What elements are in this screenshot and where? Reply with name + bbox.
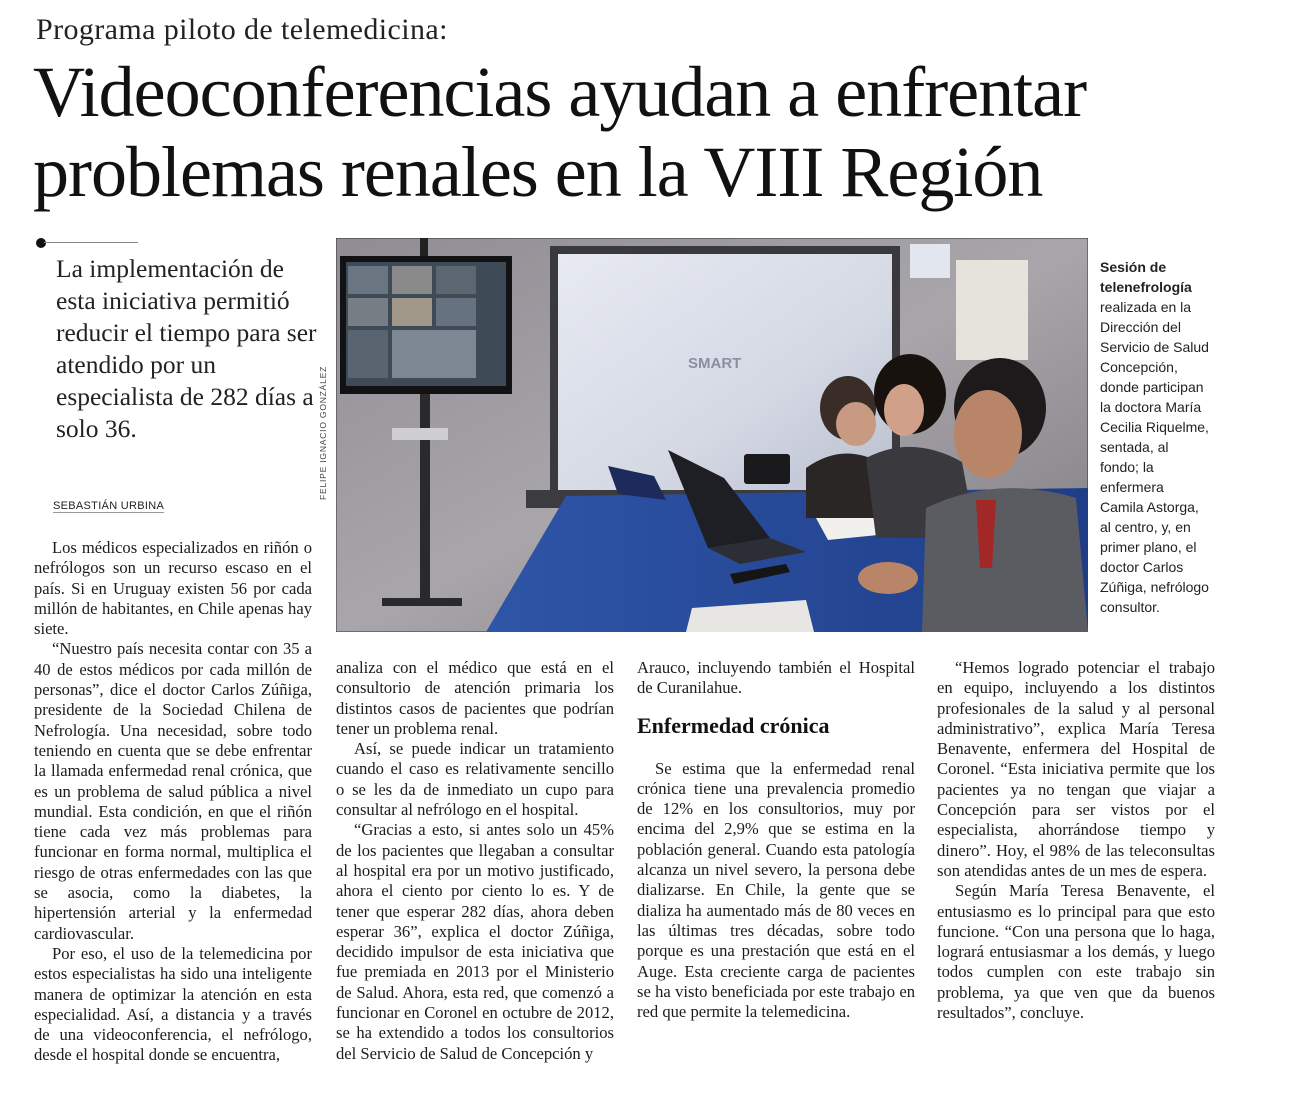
body-paragraph: “Hemos logrado potenciar el trabajo en equipo, incluyendo a los distintos profesionales de la salud y al personal administrativo”, explica María Teresa Benavente, enfermera del Hospital de Coronel. “Esta iniciativa permite que los pacientes ya no tengan que viajar a Concepción para ser vistos por el especialista, ahorrándose tiempo y dinero”. Hoy, el 98% de las teleconsultas son atendidas antes de un mes de espera.	[937, 658, 1215, 880]
photo-caption	[1100, 257, 1210, 617]
body-paragraph: Los médicos especializados en riñón o nefrólogos son un recurso escaso en el país. Si en Uruguay existen 56 por cada millón de habitantes, en Chile apenas hay siete.	[34, 538, 312, 639]
lead-paragraph: La implementación de esta iniciativa permitió reducir el tiempo para ser atendido por un especialista de 282 días a solo 36.	[56, 254, 317, 443]
article-column-1	[34, 538, 312, 1066]
article-column-2	[336, 658, 614, 1064]
body-paragraph-continued: analiza con el médico que está en el consultorio de atención primaria los distintos casos de pacientes que podrían tener un problema renal.	[336, 658, 614, 738]
kicker: Programa piloto de telemedicina:	[36, 13, 448, 46]
headline-line-1: Videoconferencias ayudan a enfrentar	[33, 52, 1087, 132]
body-paragraph: Se estima que la enfermedad renal crónica tiene una prevalencia promedio de 12% en los consultorios, muy por encima del 2,9% que se estima en la población general. Cuando esta patología alcanza un nivel severo, la persona debe dializarse. En Chile, la gente que se dializa ha aumentado más de 80 veces en las últimas tres décadas, sobre todo porque es una prestación que está en el Auge. Esta creciente carga de pacientes se ha visto beneficiada por este trabajo en red que permite la telemedicina.	[637, 758, 915, 1022]
body-paragraph: Por eso, el uso de la telemedicina por estos especialistas ha sido una inteligente manera de optimizar la atención en esta especialidad. Así, a distancia y a través de una videoconferencia, el nefrólogo, desde el hospital donde se encuentra,	[34, 943, 312, 1065]
lead-rule-divider	[36, 236, 138, 252]
body-paragraph: Así, se puede indicar un tratamiento cuando el caso es relativamente sencillo o se les da de inmediato un cupo para consultar al nefrólogo en el hospital.	[336, 739, 614, 820]
article-column-3	[637, 658, 915, 1022]
body-paragraph: Según María Teresa Benavente, el entusiasmo es lo principal para que esto funcione. “Con una persona que lo haga, logrará entusiasmar a los demás, y luego todos cumplen con este trabajo sin problema, ya que ven que da buenos resultados”, concluye.	[937, 881, 1215, 1023]
caption-text: realizada en la Dirección del Servicio de Salud Concepción, donde participan la doctora María Cecilia Riquelme, sentada, al fondo; la enfermera Camila Astorga, al centro, y, en primer plano, el doctor Carlos Zúñiga, nefrólogo consultor.	[1100, 299, 1209, 615]
headline-line-2: problemas renales en la VIII Región	[33, 132, 1043, 212]
body-paragraph-continued: Arauco, incluyendo también el Hospital de Curanilahue.	[637, 658, 915, 698]
body-paragraph: “Nuestro país necesita contar con 35 a 40 de estos médicos por cada millón de personas”, dice el doctor Carlos Zúñiga, presidente de la Sociedad Chilena de Nefrología. Una necesidad, sobre todo teniendo en cuenta que se debe enfrentar la llamada enfermedad renal crónica, que es un problema de salud pública a nivel mundial. Esta condición, en que el riñón tiene cada vez más problemas para funcionar en forma normal, multiplica el riesgo de otras enfermedades con las que se asocia, como la diabetes, la hipertensión arterial y la enfermedad cardiovascular.	[34, 639, 312, 943]
photo-credit: FELIPE IGNACIO GONZÁLEZ	[318, 365, 328, 500]
caption-bold-lead: Sesión de telenefrología	[1100, 259, 1192, 295]
article-column-4	[937, 658, 1215, 1023]
smart-logo: SMART	[688, 355, 742, 372]
subhead: Enfermedad crónica	[637, 712, 830, 738]
body-paragraph: “Gracias a esto, si antes solo un 45% de los pacientes que llegaban a consultar al hospital era por un motivo justificado, ahora el ciento por ciento lo es. Y de tener que esperar 282 días, ahora deben esperar 36”, explica el doctor Zúñiga, decidido impulsor de esta iniciativa que fue premiada en 2013 por el Ministerio de Salud. Ahora, esta red, que comenzó a funcionar en Coronel en octubre de 2012, se ha extendido a todos los consultorios del Servicio de Salud de Concepción y	[336, 820, 614, 1063]
article-photo	[336, 238, 1088, 632]
headline	[33, 52, 1273, 212]
byline: SEBASTIÁN URBINA	[53, 500, 165, 512]
